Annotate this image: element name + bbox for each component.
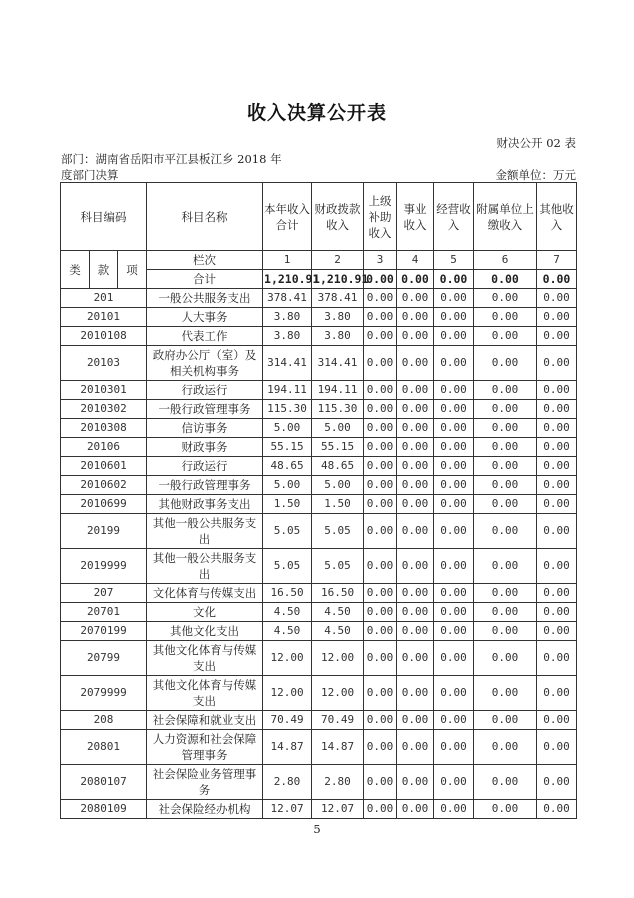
header-name: 科目名称 xyxy=(147,183,263,251)
form-number: 财决公开 02 表 xyxy=(496,136,576,150)
amount-cell: 0.00 xyxy=(397,584,434,603)
table-row xyxy=(61,495,577,514)
subject-name: 其他文化体育与传媒支出 xyxy=(147,641,263,676)
subject-code: 2080107 xyxy=(61,765,147,800)
amount-cell: 0.00 xyxy=(364,800,397,819)
amount-cell: 12.00 xyxy=(312,641,364,676)
amount-cell: 3.80 xyxy=(312,327,364,346)
amount-cell: 0.00 xyxy=(474,289,537,308)
amount-cell: 0.00 xyxy=(434,514,474,549)
amount-cell: 12.00 xyxy=(312,676,364,711)
table-row xyxy=(61,584,577,603)
subject-name: 人力资源和社会保障管理事务 xyxy=(147,730,263,765)
amount-cell: 0.00 xyxy=(537,308,577,327)
amount-cell: 0.00 xyxy=(537,711,577,730)
amount-cell: 314.41 xyxy=(263,346,312,381)
table-row xyxy=(61,381,577,400)
subject-code: 20199 xyxy=(61,514,147,549)
amount-cell: 378.41 xyxy=(312,289,364,308)
amount-cell: 0.00 xyxy=(434,308,474,327)
amount-cell: 0.00 xyxy=(537,765,577,800)
subject-name: 其他文化支出 xyxy=(147,622,263,641)
amount-cell: 0.00 xyxy=(397,438,434,457)
amount-cell: 378.41 xyxy=(263,289,312,308)
header-xiang: 项 xyxy=(118,251,147,289)
table-row xyxy=(61,514,577,549)
amount-cell: 12.00 xyxy=(263,676,312,711)
table-row xyxy=(61,622,577,641)
subject-name: 社会保障和就业支出 xyxy=(147,711,263,730)
amount-cell: 0.00 xyxy=(537,476,577,495)
amount-cell: 115.30 xyxy=(312,400,364,419)
amount-cell: 0.00 xyxy=(364,622,397,641)
header-col5: 经营收入 xyxy=(434,183,474,251)
amount-cell: 0.00 xyxy=(364,641,397,676)
table-row xyxy=(61,603,577,622)
amount-cell: 4.50 xyxy=(312,622,364,641)
amount-cell: 0.00 xyxy=(364,308,397,327)
subject-name: 其他财政事务支出 xyxy=(147,495,263,514)
amount-cell: 0.00 xyxy=(474,381,537,400)
amount-cell: 0.00 xyxy=(364,495,397,514)
amount-cell: 12.07 xyxy=(312,800,364,819)
amount-cell: 0.00 xyxy=(474,603,537,622)
subject-code: 2010308 xyxy=(61,419,147,438)
subject-code: 20101 xyxy=(61,308,147,327)
amount-cell: 0.00 xyxy=(434,346,474,381)
table-row xyxy=(61,400,577,419)
total-label: 合计 xyxy=(147,270,263,289)
amount-unit: 金额单位：万元 xyxy=(495,168,576,182)
amount-cell: 3.80 xyxy=(263,327,312,346)
amount-cell: 3.80 xyxy=(263,308,312,327)
subject-code: 2010301 xyxy=(61,381,147,400)
lanci-num: 7 xyxy=(537,251,577,270)
amount-cell: 0.00 xyxy=(474,514,537,549)
amount-cell: 0.00 xyxy=(474,327,537,346)
total-value: 0.00 xyxy=(364,270,397,289)
amount-cell: 0.00 xyxy=(537,327,577,346)
amount-cell: 0.00 xyxy=(397,549,434,584)
total-value: 0.00 xyxy=(397,270,434,289)
amount-cell: 0.00 xyxy=(474,495,537,514)
amount-cell: 0.00 xyxy=(434,381,474,400)
subject-name: 一般公共服务支出 xyxy=(147,289,263,308)
amount-cell: 0.00 xyxy=(474,730,537,765)
amount-cell: 0.00 xyxy=(537,400,577,419)
subject-code: 208 xyxy=(61,711,147,730)
amount-cell: 0.00 xyxy=(397,495,434,514)
amount-cell: 5.05 xyxy=(312,514,364,549)
amount-cell: 0.00 xyxy=(434,730,474,765)
lanci-num: 4 xyxy=(397,251,434,270)
header-col6: 附属单位上缴收入 xyxy=(474,183,537,251)
amount-cell: 0.00 xyxy=(434,476,474,495)
subject-code: 20799 xyxy=(61,641,147,676)
amount-cell: 5.00 xyxy=(263,419,312,438)
table-row xyxy=(61,765,577,800)
amount-cell: 0.00 xyxy=(397,765,434,800)
amount-cell: 0.00 xyxy=(474,419,537,438)
amount-cell: 0.00 xyxy=(397,730,434,765)
subject-code: 2070199 xyxy=(61,622,147,641)
amount-cell: 0.00 xyxy=(434,765,474,800)
amount-cell: 0.00 xyxy=(474,400,537,419)
amount-cell: 0.00 xyxy=(474,549,537,584)
amount-cell: 0.00 xyxy=(364,584,397,603)
amount-cell: 0.00 xyxy=(537,800,577,819)
subject-code: 207 xyxy=(61,584,147,603)
table-row xyxy=(61,327,577,346)
amount-cell: 0.00 xyxy=(434,622,474,641)
amount-cell: 0.00 xyxy=(434,400,474,419)
total-value: 1,210.91 xyxy=(312,270,364,289)
amount-cell: 0.00 xyxy=(397,400,434,419)
amount-cell: 0.00 xyxy=(474,308,537,327)
subject-name: 政府办公厅（室）及相关机构事务 xyxy=(147,346,263,381)
amount-cell: 0.00 xyxy=(434,419,474,438)
subject-name: 文化体育与传媒支出 xyxy=(147,584,263,603)
amount-cell: 0.00 xyxy=(474,800,537,819)
amount-cell: 0.00 xyxy=(397,308,434,327)
subject-code: 2010601 xyxy=(61,457,147,476)
amount-cell: 12.00 xyxy=(263,641,312,676)
amount-cell: 0.00 xyxy=(364,289,397,308)
header-row xyxy=(61,183,577,251)
amount-cell: 0.00 xyxy=(364,711,397,730)
amount-cell: 0.00 xyxy=(364,400,397,419)
amount-cell: 0.00 xyxy=(364,549,397,584)
page-title: 收入决算公开表 xyxy=(246,102,387,124)
amount-cell: 0.00 xyxy=(474,457,537,476)
header-col1: 本年收入合计 xyxy=(263,183,312,251)
amount-cell: 0.00 xyxy=(434,711,474,730)
subject-name: 其他一般公共服务支出 xyxy=(147,549,263,584)
amount-cell: 0.00 xyxy=(474,676,537,711)
subject-code: 2010699 xyxy=(61,495,147,514)
amount-cell: 0.00 xyxy=(434,676,474,711)
subject-name: 其他一般公共服务支出 xyxy=(147,514,263,549)
subject-name: 人大事务 xyxy=(147,308,263,327)
amount-cell: 16.50 xyxy=(312,584,364,603)
subject-code: 20701 xyxy=(61,603,147,622)
lanci-num: 5 xyxy=(434,251,474,270)
amount-cell: 0.00 xyxy=(434,584,474,603)
amount-cell: 0.00 xyxy=(364,457,397,476)
amount-cell: 0.00 xyxy=(434,800,474,819)
amount-cell: 0.00 xyxy=(474,346,537,381)
amount-cell: 0.00 xyxy=(537,584,577,603)
subject-name: 一般行政管理事务 xyxy=(147,400,263,419)
amount-cell: 0.00 xyxy=(474,641,537,676)
amount-cell: 0.00 xyxy=(397,711,434,730)
amount-cell: 0.00 xyxy=(397,641,434,676)
amount-cell: 0.00 xyxy=(397,381,434,400)
amount-cell: 12.07 xyxy=(263,800,312,819)
table-row xyxy=(61,457,577,476)
table-row xyxy=(61,289,577,308)
subject-code: 20801 xyxy=(61,730,147,765)
amount-cell: 5.05 xyxy=(263,549,312,584)
lanci-num: 1 xyxy=(263,251,312,270)
total-value: 0.00 xyxy=(537,270,577,289)
amount-cell: 194.11 xyxy=(312,381,364,400)
amount-cell: 0.00 xyxy=(537,346,577,381)
table-row xyxy=(61,711,577,730)
subject-name: 代表工作 xyxy=(147,327,263,346)
lanci-num: 3 xyxy=(364,251,397,270)
subject-code: 2010602 xyxy=(61,476,147,495)
amount-cell: 0.00 xyxy=(434,641,474,676)
amount-cell: 5.00 xyxy=(312,419,364,438)
lanci-row xyxy=(61,251,577,270)
amount-cell: 70.49 xyxy=(263,711,312,730)
amount-cell: 4.50 xyxy=(312,603,364,622)
amount-cell: 0.00 xyxy=(537,457,577,476)
subject-name: 财政事务 xyxy=(147,438,263,457)
amount-cell: 0.00 xyxy=(537,622,577,641)
amount-cell: 0.00 xyxy=(474,438,537,457)
table-row xyxy=(61,730,577,765)
amount-cell: 0.00 xyxy=(537,289,577,308)
table-row xyxy=(61,419,577,438)
amount-cell: 0.00 xyxy=(434,495,474,514)
amount-cell: 1.50 xyxy=(312,495,364,514)
amount-cell: 0.00 xyxy=(474,765,537,800)
amount-cell: 0.00 xyxy=(537,549,577,584)
amount-cell: 4.50 xyxy=(263,622,312,641)
amount-cell: 48.65 xyxy=(312,457,364,476)
table-row xyxy=(61,549,577,584)
amount-cell: 0.00 xyxy=(397,457,434,476)
subject-name: 一般行政管理事务 xyxy=(147,476,263,495)
department-line-2: 度部门决算 xyxy=(61,168,119,182)
subject-code: 201 xyxy=(61,289,147,308)
amount-cell: 0.00 xyxy=(364,514,397,549)
lanci-label: 栏次 xyxy=(147,251,263,270)
amount-cell: 0.00 xyxy=(397,603,434,622)
amount-cell: 0.00 xyxy=(397,419,434,438)
amount-cell: 0.00 xyxy=(537,676,577,711)
amount-cell: 0.00 xyxy=(397,346,434,381)
amount-cell: 0.00 xyxy=(364,438,397,457)
subject-name: 社会保险业务管理事务 xyxy=(147,765,263,800)
lanci-num: 2 xyxy=(312,251,364,270)
amount-cell: 5.05 xyxy=(263,514,312,549)
subject-name: 其他文化体育与传媒支出 xyxy=(147,676,263,711)
amount-cell: 70.49 xyxy=(312,711,364,730)
amount-cell: 0.00 xyxy=(537,641,577,676)
amount-cell: 0.00 xyxy=(364,765,397,800)
table-row xyxy=(61,676,577,711)
amount-cell: 1.50 xyxy=(263,495,312,514)
total-value: 1,210.91 xyxy=(263,270,312,289)
total-value: 0.00 xyxy=(434,270,474,289)
amount-cell: 0.00 xyxy=(537,495,577,514)
amount-cell: 48.65 xyxy=(263,457,312,476)
amount-cell: 2.80 xyxy=(263,765,312,800)
table-row xyxy=(61,346,577,381)
amount-cell: 14.87 xyxy=(263,730,312,765)
amount-cell: 0.00 xyxy=(397,476,434,495)
amount-cell: 5.00 xyxy=(312,476,364,495)
amount-cell: 0.00 xyxy=(537,603,577,622)
amount-cell: 0.00 xyxy=(364,381,397,400)
table-row xyxy=(61,308,577,327)
amount-cell: 0.00 xyxy=(397,800,434,819)
amount-cell: 0.00 xyxy=(364,603,397,622)
amount-cell: 0.00 xyxy=(537,419,577,438)
amount-cell: 0.00 xyxy=(397,514,434,549)
table-row xyxy=(61,641,577,676)
income-table xyxy=(60,182,577,819)
amount-cell: 0.00 xyxy=(397,327,434,346)
amount-cell: 0.00 xyxy=(397,676,434,711)
header-kuan: 款 xyxy=(90,251,118,289)
header-lei: 类 xyxy=(61,251,90,289)
amount-cell: 0.00 xyxy=(397,289,434,308)
amount-cell: 5.00 xyxy=(263,476,312,495)
header-col3: 上级补助收入 xyxy=(364,183,397,251)
amount-cell: 0.00 xyxy=(364,327,397,346)
total-value: 0.00 xyxy=(474,270,537,289)
amount-cell: 0.00 xyxy=(474,622,537,641)
amount-cell: 5.05 xyxy=(312,549,364,584)
amount-cell: 0.00 xyxy=(474,476,537,495)
header-col7: 其他收入 xyxy=(537,183,577,251)
page-number: 5 xyxy=(313,822,321,836)
lanci-num: 6 xyxy=(474,251,537,270)
amount-cell: 0.00 xyxy=(474,584,537,603)
amount-cell: 2.80 xyxy=(312,765,364,800)
amount-cell: 314.41 xyxy=(312,346,364,381)
amount-cell: 0.00 xyxy=(474,711,537,730)
subject-name: 文化 xyxy=(147,603,263,622)
amount-cell: 194.11 xyxy=(263,381,312,400)
subject-name: 行政运行 xyxy=(147,457,263,476)
amount-cell: 0.00 xyxy=(434,549,474,584)
subject-name: 信访事务 xyxy=(147,419,263,438)
amount-cell: 0.00 xyxy=(537,381,577,400)
amount-cell: 55.15 xyxy=(312,438,364,457)
subject-code: 2010108 xyxy=(61,327,147,346)
amount-cell: 0.00 xyxy=(537,730,577,765)
amount-cell: 55.15 xyxy=(263,438,312,457)
amount-cell: 0.00 xyxy=(434,457,474,476)
subject-code: 2010302 xyxy=(61,400,147,419)
amount-cell: 3.80 xyxy=(312,308,364,327)
subject-code: 2080109 xyxy=(61,800,147,819)
amount-cell: 0.00 xyxy=(397,622,434,641)
amount-cell: 0.00 xyxy=(434,327,474,346)
department-line-1: 部门：湖南省岳阳市平江县板江乡 2018 年 xyxy=(61,152,282,166)
amount-cell: 4.50 xyxy=(263,603,312,622)
subject-code: 20106 xyxy=(61,438,147,457)
amount-cell: 16.50 xyxy=(263,584,312,603)
subject-name: 社会保险经办机构 xyxy=(147,800,263,819)
subject-name: 行政运行 xyxy=(147,381,263,400)
header-col2: 财政拨款收入 xyxy=(312,183,364,251)
subject-code: 2079999 xyxy=(61,676,147,711)
amount-cell: 14.87 xyxy=(312,730,364,765)
amount-cell: 0.00 xyxy=(364,676,397,711)
amount-cell: 115.30 xyxy=(263,400,312,419)
amount-cell: 0.00 xyxy=(434,603,474,622)
amount-cell: 0.00 xyxy=(364,419,397,438)
table-row xyxy=(61,438,577,457)
amount-cell: 0.00 xyxy=(537,438,577,457)
amount-cell: 0.00 xyxy=(364,730,397,765)
amount-cell: 0.00 xyxy=(434,438,474,457)
amount-cell: 0.00 xyxy=(434,289,474,308)
header-col4: 事业收入 xyxy=(397,183,434,251)
amount-cell: 0.00 xyxy=(364,476,397,495)
amount-cell: 0.00 xyxy=(537,514,577,549)
subject-code: 2019999 xyxy=(61,549,147,584)
header-code: 科目编码 xyxy=(61,183,147,251)
subject-code: 20103 xyxy=(61,346,147,381)
table-row xyxy=(61,476,577,495)
table-row xyxy=(61,800,577,819)
amount-cell: 0.00 xyxy=(364,346,397,381)
